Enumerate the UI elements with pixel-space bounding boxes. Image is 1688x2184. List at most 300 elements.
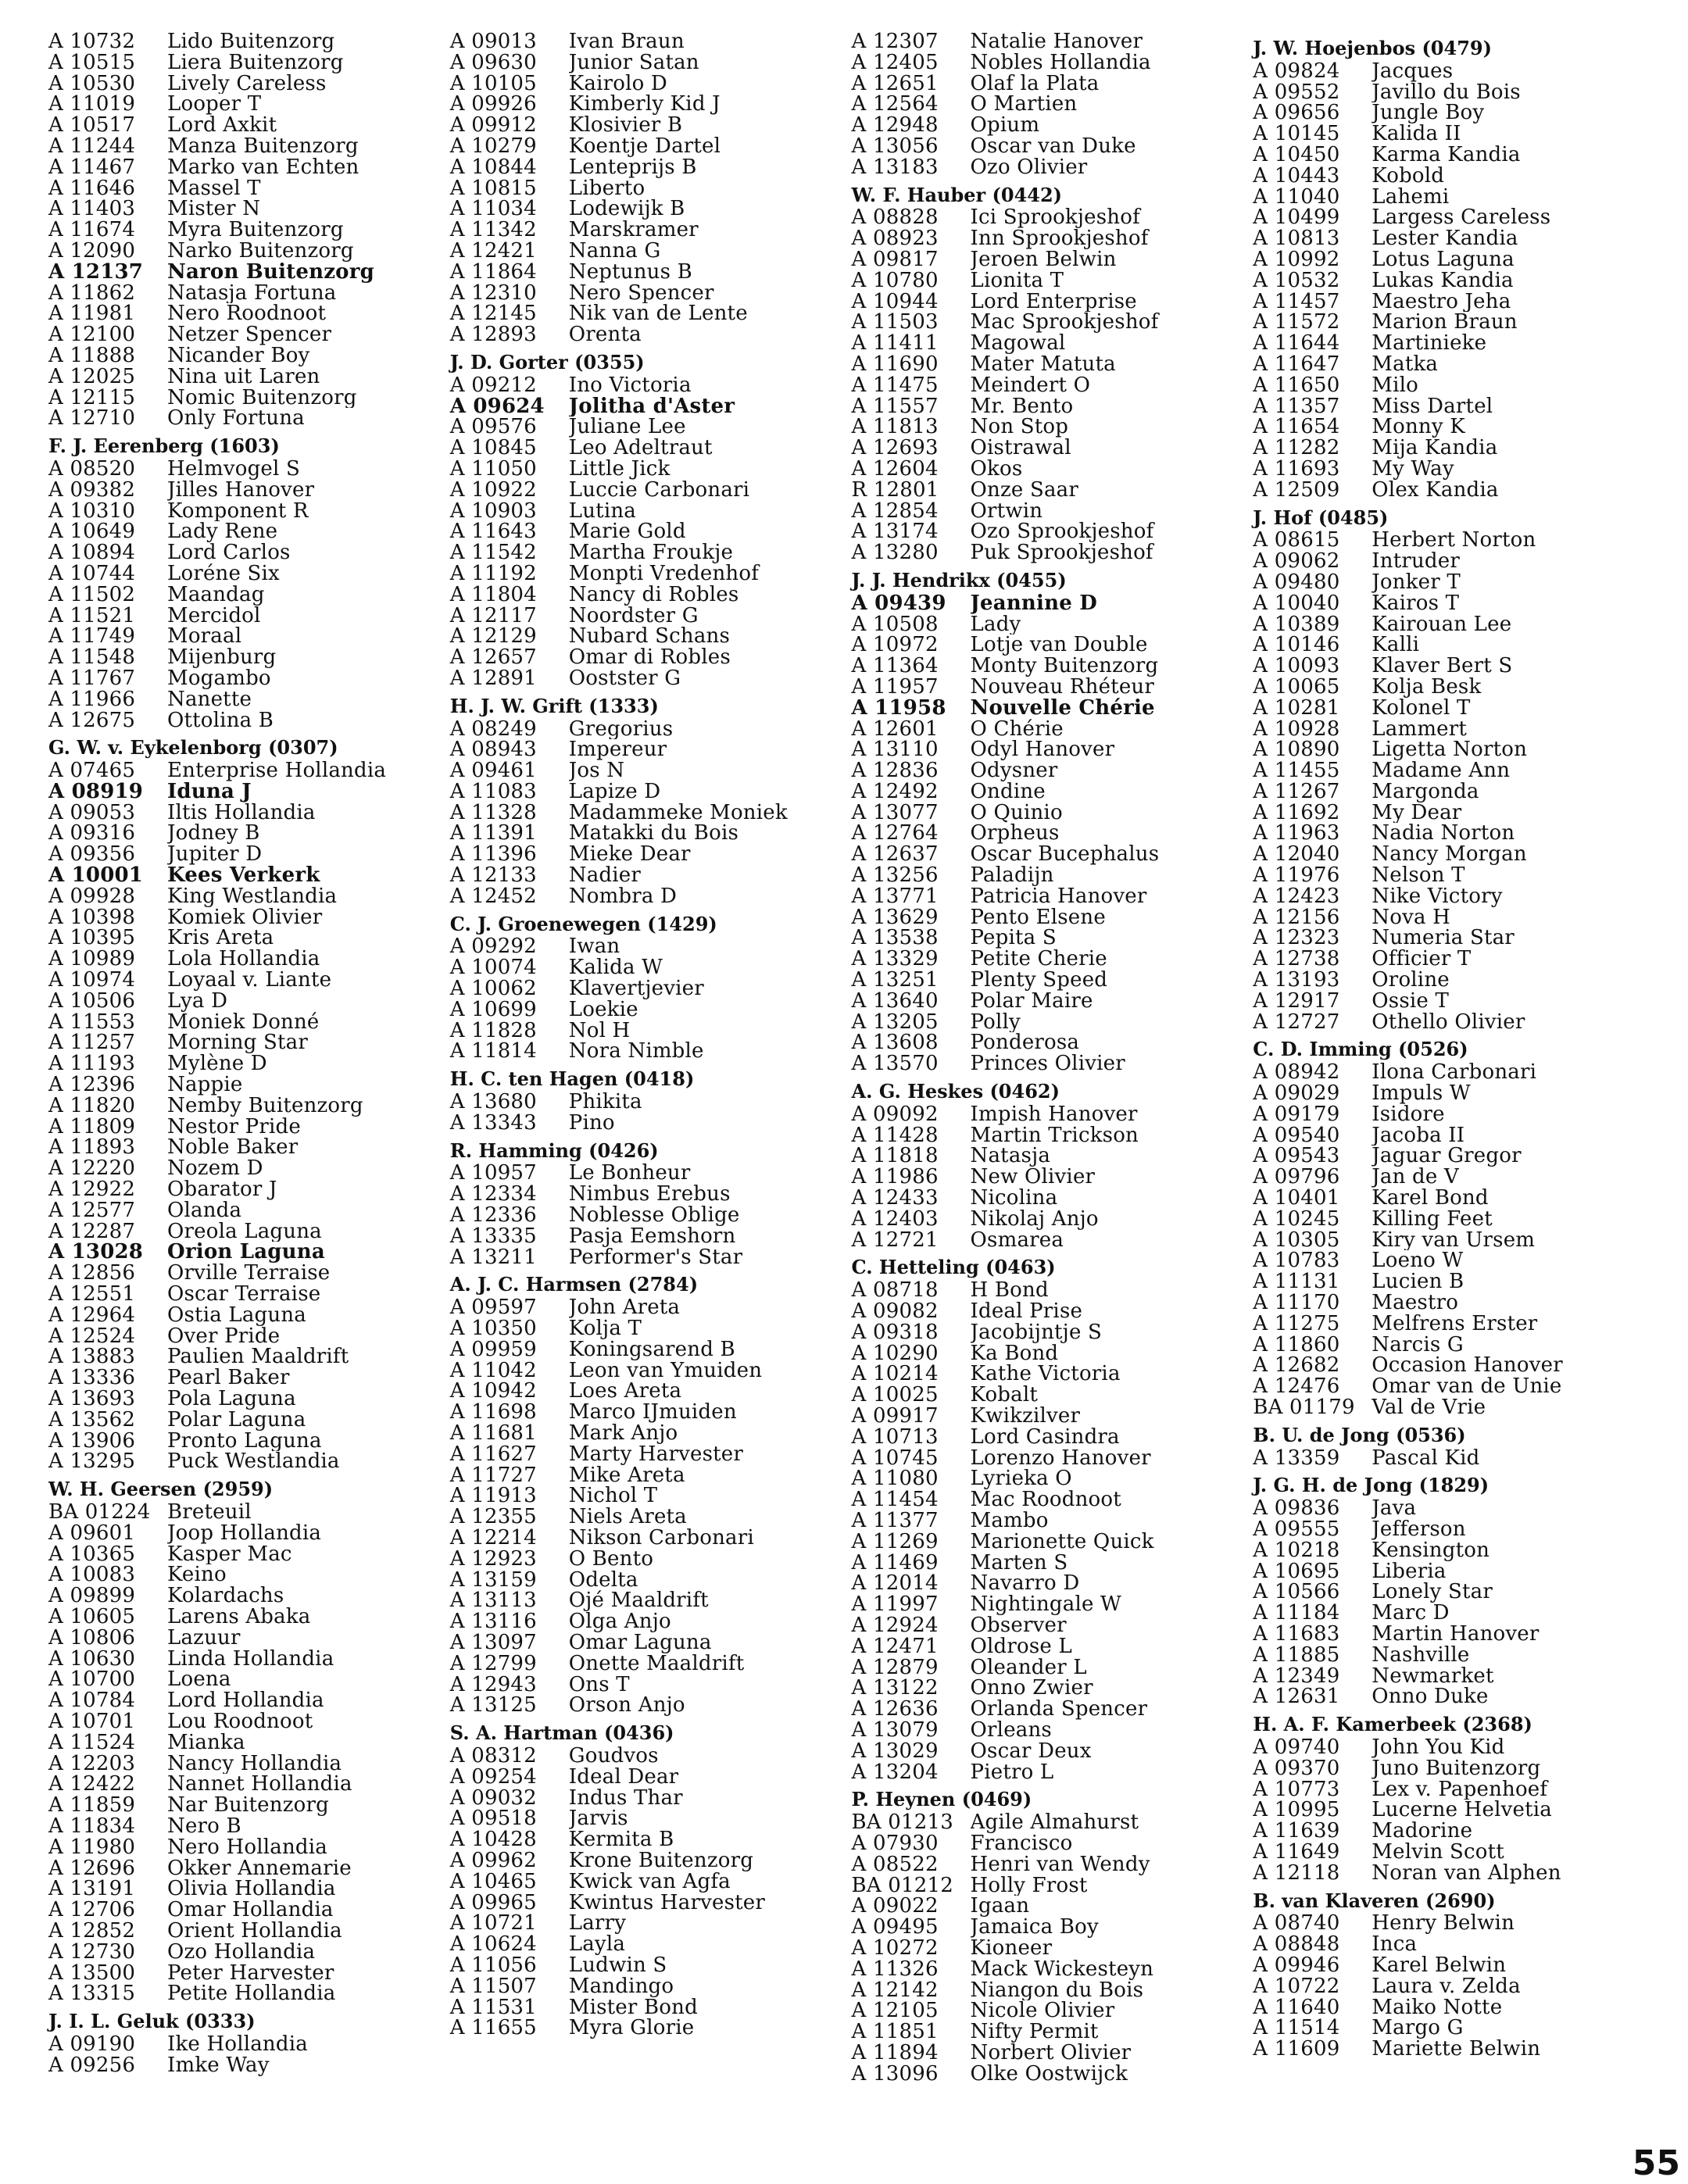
horse-entry	[48, 823, 442, 844]
owner-header: P. Heynen (0469)	[851, 1788, 1032, 1811]
registration-code: A 10065	[1253, 674, 1340, 699]
horse-name: Nombra D	[568, 885, 678, 907]
horse-entry	[48, 1114, 442, 1138]
horse-entry	[48, 1544, 442, 1565]
horse-entry	[48, 584, 442, 606]
horse-entry	[48, 760, 442, 781]
horse-entry	[450, 1465, 844, 1486]
horse-name: Loes Areta	[568, 1381, 682, 1403]
horse-name: My Dear	[1372, 802, 1462, 824]
horse-entry	[1253, 1062, 1658, 1083]
horse-entry	[852, 291, 1246, 313]
horse-name: Mija Kandia	[1372, 438, 1498, 459]
horse-entry	[852, 1406, 1246, 1427]
horse-entry	[852, 739, 1246, 760]
horse-name: Kwintus Harvester	[568, 1892, 765, 1914]
horse-name: Jefferson	[1372, 1518, 1466, 1540]
horse-name: Looper T	[167, 94, 262, 116]
horse-entry	[48, 1732, 442, 1753]
registration-code: A 11692	[1253, 800, 1340, 824]
horse-name: Holly Frost	[970, 1875, 1088, 1896]
horse-name: Oistrawal	[970, 438, 1071, 459]
horse-entry	[450, 1955, 844, 1976]
horse-entry	[852, 438, 1246, 459]
horse-entry	[1253, 61, 1658, 82]
registration-code: A 10506	[48, 988, 136, 1013]
horse-entry	[1253, 634, 1658, 656]
horse-entry	[852, 1146, 1246, 1167]
registration-code: A 10025	[851, 1383, 939, 1407]
horse-entry	[1253, 1167, 1658, 1188]
horse-name: Igaan	[970, 1896, 1030, 1918]
horse-entry	[852, 1489, 1246, 1510]
horse-name: Henry Belwin	[1372, 1913, 1515, 1935]
horse-entry	[852, 1032, 1246, 1053]
horse-entry	[450, 94, 844, 115]
horse-entry	[1253, 760, 1658, 781]
horse-name: Mijenburg	[167, 647, 277, 668]
horse-name: Nimbus Erebus	[568, 1184, 731, 1206]
registration-code: A 11980	[48, 1835, 136, 1859]
horse-entry	[851, 2061, 1246, 2086]
horse-entry	[48, 626, 442, 647]
registration-code: A 11609	[1253, 2037, 1340, 2061]
registration-code: A 11507	[449, 1974, 537, 1998]
registration-code: A 12220	[48, 1156, 136, 1181]
registration-code: A 08718	[851, 1278, 939, 1303]
horse-entry	[852, 228, 1246, 249]
horse-entry	[48, 73, 442, 95]
horse-name: Noran van Alphen	[1372, 1862, 1561, 1884]
horse-name: Nozem D	[167, 1158, 263, 1180]
horse-entry	[450, 52, 844, 73]
horse-entry	[1253, 907, 1658, 928]
horse-name: Margo G	[1372, 2018, 1464, 2039]
horse-name: Orenta	[568, 324, 642, 345]
horse-name: Performer's Star	[568, 1246, 743, 1268]
horse-entry	[1253, 312, 1658, 333]
horse-entry	[852, 1938, 1246, 1959]
registration-code: A 10989	[48, 947, 136, 971]
registration-code: A 13122	[851, 1676, 939, 1700]
horse-entry	[48, 1284, 442, 1305]
registration-code: A 10398	[48, 905, 136, 929]
registration-code: A 09190	[48, 2032, 136, 2056]
horse-name: Oscar Deux	[970, 1740, 1092, 1762]
horse-entry	[450, 936, 844, 957]
registration-code: A 08828	[851, 206, 939, 230]
horse-name: Polar Laguna	[167, 1409, 306, 1431]
horse-entry	[852, 1301, 1246, 1322]
horse-entry	[1253, 438, 1658, 459]
registration-code: A 09740	[1253, 1735, 1340, 1759]
horse-entry	[48, 198, 442, 220]
horse-entry	[852, 865, 1246, 886]
horse-name: Marskramer	[568, 220, 699, 241]
horse-entry	[852, 802, 1246, 824]
horse-name: Nikson Carbonari	[568, 1527, 754, 1549]
horse-name: Mac Roodnoot	[970, 1489, 1121, 1510]
horse-name: Jeannine D	[970, 592, 1097, 614]
registration-code: A 13538	[851, 926, 939, 950]
horse-entry	[852, 1594, 1246, 1615]
horse-name: Lord Enterprise	[970, 291, 1137, 313]
horse-name: Jaguar Gregor	[1372, 1146, 1522, 1167]
horse-entry	[450, 886, 844, 907]
owner-section	[450, 907, 844, 1063]
horse-name: Koentje Dartel	[568, 135, 721, 157]
horse-name: Omar Hollandia	[167, 1900, 334, 1921]
registration-code: A 12675	[48, 708, 136, 732]
registration-code: A 13116	[449, 1610, 537, 1634]
horse-entry	[852, 416, 1246, 438]
horse-name: Oldrose L	[970, 1635, 1072, 1657]
horse-entry	[852, 333, 1246, 354]
horse-name: Olga Anjo	[568, 1611, 671, 1632]
registration-code: A 11860	[1253, 1332, 1340, 1357]
horse-name: Enterprise Hollandia	[167, 760, 387, 781]
horse-name: Neptunus B	[568, 261, 692, 283]
horse-name: Nomic Buitenzorg	[167, 387, 357, 409]
horse-entry	[852, 949, 1246, 970]
horse-entry	[450, 823, 844, 844]
horse-entry	[1253, 207, 1658, 228]
registration-code: A 13077	[851, 800, 939, 824]
horse-entry	[48, 477, 442, 502]
horse-name: Ici Sprookjeshof	[970, 207, 1140, 229]
horse-name: Orson Anjo	[568, 1695, 685, 1717]
horse-entry	[48, 1690, 442, 1711]
owner-section	[48, 731, 442, 1472]
horse-entry	[48, 1983, 442, 2004]
registration-code: A 10062	[449, 977, 537, 1001]
horse-name: Nadier	[568, 865, 641, 886]
horse-name: Phikita	[568, 1092, 642, 1113]
registration-code: A 09555	[1253, 1517, 1340, 1541]
horse-name: Petite Cherie	[970, 949, 1107, 970]
horse-entry	[852, 1917, 1246, 1938]
horse-name: Ideal Dear	[568, 1766, 679, 1788]
registration-code: A 10214	[851, 1362, 939, 1386]
horse-name: Orient Hollandia	[167, 1920, 342, 1942]
horse-entry	[450, 1997, 844, 2018]
registration-code: A 13159	[449, 1567, 537, 1592]
registration-code: A 09518	[449, 1807, 537, 1831]
horse-name: Martin Trickson	[970, 1124, 1139, 1146]
horse-name: Nemby Buitenzorg	[167, 1095, 363, 1117]
registration-code: A 10894	[48, 541, 136, 565]
horse-name: Klaver Bert S	[1372, 656, 1513, 677]
horse-entry	[852, 970, 1246, 991]
horse-entry	[1253, 1498, 1658, 1519]
registration-code: A 11034	[449, 197, 537, 221]
horse-name: Krone Buitenzorg	[568, 1850, 754, 1871]
horse-entry	[450, 1205, 844, 1226]
registration-code: A 10530	[48, 71, 136, 95]
registration-code: A 09013	[449, 30, 537, 53]
horse-name: Miss Dartel	[1372, 395, 1493, 417]
horse-name: Val de Vrie	[1372, 1397, 1486, 1418]
owner-section	[852, 563, 1246, 1074]
registration-code: A 10630	[48, 1646, 136, 1671]
horse-name: Impuls W	[1372, 1083, 1471, 1104]
horse-name: Mr. Bento	[970, 395, 1074, 417]
horse-name: Ottolina B	[167, 710, 274, 731]
horse-name: Lutina	[568, 500, 636, 522]
registration-code: A 12879	[851, 1655, 939, 1679]
registration-code: A 11411	[851, 331, 939, 356]
horse-name: Juno Buitenzorg	[1372, 1757, 1541, 1779]
registration-code: A 12564	[851, 92, 939, 116]
horse-name: Kairolo D	[568, 73, 667, 95]
registration-code: A 09092	[851, 1102, 939, 1126]
registration-code: A 12637	[851, 842, 939, 867]
horse-name: Mieke Dear	[568, 844, 691, 866]
horse-name: Oleander L	[970, 1657, 1087, 1678]
registration-code: A 13183	[851, 155, 939, 179]
horse-entry	[852, 1510, 1246, 1532]
registration-code: A 12682	[1253, 1353, 1340, 1378]
horse-entry	[1253, 1582, 1658, 1603]
horse-entry	[48, 1158, 442, 1179]
registration-code: A 13336	[48, 1366, 136, 1390]
horse-entry	[450, 719, 844, 740]
horse-name: Ozo Hollandia	[167, 1941, 316, 1963]
horse-name: Orpheus	[970, 823, 1060, 845]
owner-section	[450, 345, 844, 689]
horse-name: Karel Bond	[1372, 1188, 1489, 1209]
horse-entry	[1253, 886, 1658, 907]
registration-code: A 12014	[851, 1571, 939, 1596]
horse-name: Nubard Schans	[568, 626, 731, 648]
horse-name: Noblesse Oblige	[568, 1205, 740, 1226]
horse-entry	[1253, 2018, 1658, 2039]
horse-name: Oscar van Duke	[970, 135, 1136, 157]
horse-entry	[1253, 163, 1658, 188]
owner-section	[450, 1267, 844, 1716]
horse-name: Loena	[167, 1669, 231, 1691]
registration-code: A 10290	[851, 1341, 939, 1365]
horse-name: Jos N	[568, 760, 625, 781]
horse-name: Pino	[568, 1112, 615, 1134]
registration-code: A 11328	[449, 800, 537, 824]
horse-entry	[48, 1646, 442, 1671]
registration-code: A 12287	[48, 1219, 136, 1243]
horse-name: Lord Carlos	[167, 542, 291, 563]
registration-code: A 13029	[851, 1739, 939, 1763]
horse-entry	[851, 988, 1246, 1013]
owner-section	[450, 31, 844, 345]
registration-code: A 11851	[851, 2020, 939, 2044]
registration-code: A 10395	[48, 926, 136, 950]
horse-entry	[48, 31, 442, 52]
horse-name: Massel T	[167, 177, 261, 199]
horse-name: Loréne Six	[167, 563, 280, 584]
registration-code: A 09495	[851, 1915, 939, 1939]
horse-entry	[48, 1753, 442, 1775]
horse-name: Lya D	[167, 990, 228, 1012]
horse-entry	[1253, 1540, 1658, 1561]
horse-name: Martha Froukje	[568, 542, 734, 563]
registration-code: A 10040	[1253, 591, 1340, 615]
horse-entry	[48, 668, 442, 689]
horse-entry	[1253, 354, 1658, 375]
horse-entry	[450, 1829, 844, 1850]
horse-entry	[48, 928, 442, 949]
registration-code: A 11888	[48, 343, 136, 367]
registration-code: A 12492	[851, 779, 939, 803]
horse-name: Orville Terraise	[167, 1263, 331, 1285]
horse-entry	[851, 477, 1246, 502]
horse-entry	[48, 136, 442, 157]
registration-code: A 11655	[449, 2016, 537, 2040]
horse-name: Mater Matuta	[970, 353, 1116, 375]
horse-name: Joop Hollandia	[167, 1522, 322, 1544]
registration-code: A 10146	[1253, 633, 1340, 657]
registration-code: A 10001	[48, 863, 144, 888]
owner-section	[1253, 1707, 1658, 1883]
registration-code: A 13110	[851, 738, 939, 762]
registration-code: A 09946	[1253, 1953, 1340, 1977]
horse-name: Patricia Hanover	[970, 885, 1147, 907]
horse-name: Occasion Hanover	[1372, 1355, 1563, 1377]
horse-entry	[449, 1567, 844, 1592]
horse-name: Lester Kandia	[1372, 228, 1518, 249]
registration-code: A 12323	[1253, 926, 1340, 950]
horse-entry	[450, 781, 844, 802]
horse-name: Imke Way	[167, 2054, 270, 2076]
horse-entry	[852, 1678, 1246, 1699]
registration-code: A 11184	[1253, 1601, 1340, 1625]
horse-entry	[852, 312, 1246, 333]
registration-code: A 11326	[851, 1957, 939, 1981]
registration-code: A 09959	[449, 1337, 537, 1361]
registration-code: A 10105	[449, 71, 537, 95]
registration-code: A 12710	[48, 406, 136, 431]
horse-name: Madorine	[1372, 1821, 1473, 1842]
registration-code: A 10780	[851, 268, 939, 292]
horse-name: Nol H	[568, 1020, 631, 1042]
horse-name: Olaf la Plata	[970, 73, 1100, 95]
horse-entry	[48, 220, 442, 241]
horse-name: Jodney B	[167, 823, 260, 845]
horse-entry	[852, 634, 1246, 656]
registration-code: A 10272	[851, 1936, 939, 1960]
horse-entry	[450, 1163, 844, 1184]
horse-entry	[450, 1184, 844, 1205]
horse-entry	[450, 844, 844, 865]
owner-header: A. J. C. Harmsen (2784)	[449, 1273, 699, 1296]
registration-code: A 10279	[449, 134, 537, 158]
horse-name: Luccie Carbonari	[568, 479, 750, 501]
horse-name: Lively Careless	[167, 73, 327, 95]
registration-code: A 12917	[1253, 988, 1340, 1013]
horse-name: Okker Annemarie	[167, 1857, 352, 1879]
registration-code: A 10083	[48, 1563, 136, 1587]
horse-name: Olex Kandia	[1372, 479, 1499, 501]
horse-entry	[48, 1221, 442, 1242]
horse-entry	[450, 1226, 844, 1247]
horse-entry	[449, 1018, 844, 1042]
page-number: 55	[1632, 2143, 1680, 2183]
registration-code: A 11818	[851, 1144, 939, 1168]
horse-entry	[852, 1012, 1246, 1033]
horse-name: Pento Elsene	[970, 906, 1106, 928]
registration-code: A 12636	[851, 1697, 939, 1721]
horse-entry	[852, 1364, 1246, 1385]
horse-entry	[1253, 928, 1658, 949]
horse-entry	[1253, 270, 1658, 291]
horse-entry	[48, 157, 442, 178]
owner-header: R. Hamming (0426)	[449, 1138, 659, 1162]
horse-entry	[48, 303, 442, 324]
horse-entry	[48, 408, 442, 429]
horse-entry	[852, 1230, 1246, 1251]
registration-code: A 09836	[1253, 1496, 1340, 1521]
horse-entry	[1253, 291, 1658, 313]
horse-name: Gregorius	[568, 718, 674, 740]
horse-name: Lukas Kandia	[1372, 270, 1514, 291]
registration-code: A 10722	[1253, 1974, 1340, 1998]
horse-name: Nightingale W	[970, 1594, 1121, 1615]
registration-code: A 11342	[449, 218, 537, 242]
horse-name: Ivan Braun	[568, 31, 685, 52]
horse-entry	[48, 970, 442, 991]
registration-code: A 12604	[851, 456, 939, 481]
registration-code: A 11963	[1253, 821, 1340, 845]
horse-name: Jolitha d'Aster	[568, 395, 735, 417]
registration-code: A 11981	[48, 302, 136, 326]
horse-entry	[852, 1762, 1246, 1783]
horse-name: Odyl Hanover	[970, 739, 1115, 761]
registration-code: A 12137	[48, 259, 144, 284]
horse-name: H Bond	[970, 1280, 1049, 1302]
horse-entry	[1253, 1913, 1658, 1934]
horse-entry	[48, 949, 442, 970]
registration-code: A 12100	[48, 323, 136, 347]
horse-name: Kermita B	[568, 1829, 674, 1850]
horse-name: Nifty Permit	[970, 2021, 1099, 2043]
column-4	[1253, 31, 1658, 2141]
horse-entry	[852, 928, 1246, 949]
registration-code: A 11698	[449, 1400, 537, 1424]
horse-name: Marco IJmuiden	[568, 1402, 737, 1423]
horse-name: Mac Sprookjeshof	[970, 312, 1159, 334]
registration-code: A 10365	[48, 1542, 136, 1566]
registration-code: A 10465	[449, 1869, 537, 1893]
horse-name: Marion Braun	[1372, 312, 1518, 334]
registration-code: A 11391	[449, 821, 537, 845]
horse-name: Nova H	[1372, 906, 1451, 928]
registration-code: A 09254	[449, 1764, 537, 1789]
registration-code: A 09824	[1253, 59, 1340, 83]
registration-code: A 12856	[48, 1261, 136, 1285]
horse-name: Numeria Star	[1372, 928, 1515, 949]
horse-name: Maiko Notte	[1372, 1996, 1503, 2018]
horse-entry	[450, 1041, 844, 1062]
registration-code: A 09928	[48, 884, 136, 908]
horse-entry	[450, 501, 844, 522]
registration-code: A 13174	[851, 520, 939, 544]
horse-entry	[450, 1444, 844, 1465]
registration-code: A 11192	[449, 561, 537, 585]
registration-code: A 12651	[851, 71, 939, 95]
horse-name: Olivia Hollandia	[167, 1878, 336, 1900]
horse-entry	[449, 1110, 844, 1135]
registration-code: A 09256	[48, 2053, 136, 2077]
horse-entry	[48, 1858, 442, 1879]
horse-entry	[450, 1485, 844, 1507]
